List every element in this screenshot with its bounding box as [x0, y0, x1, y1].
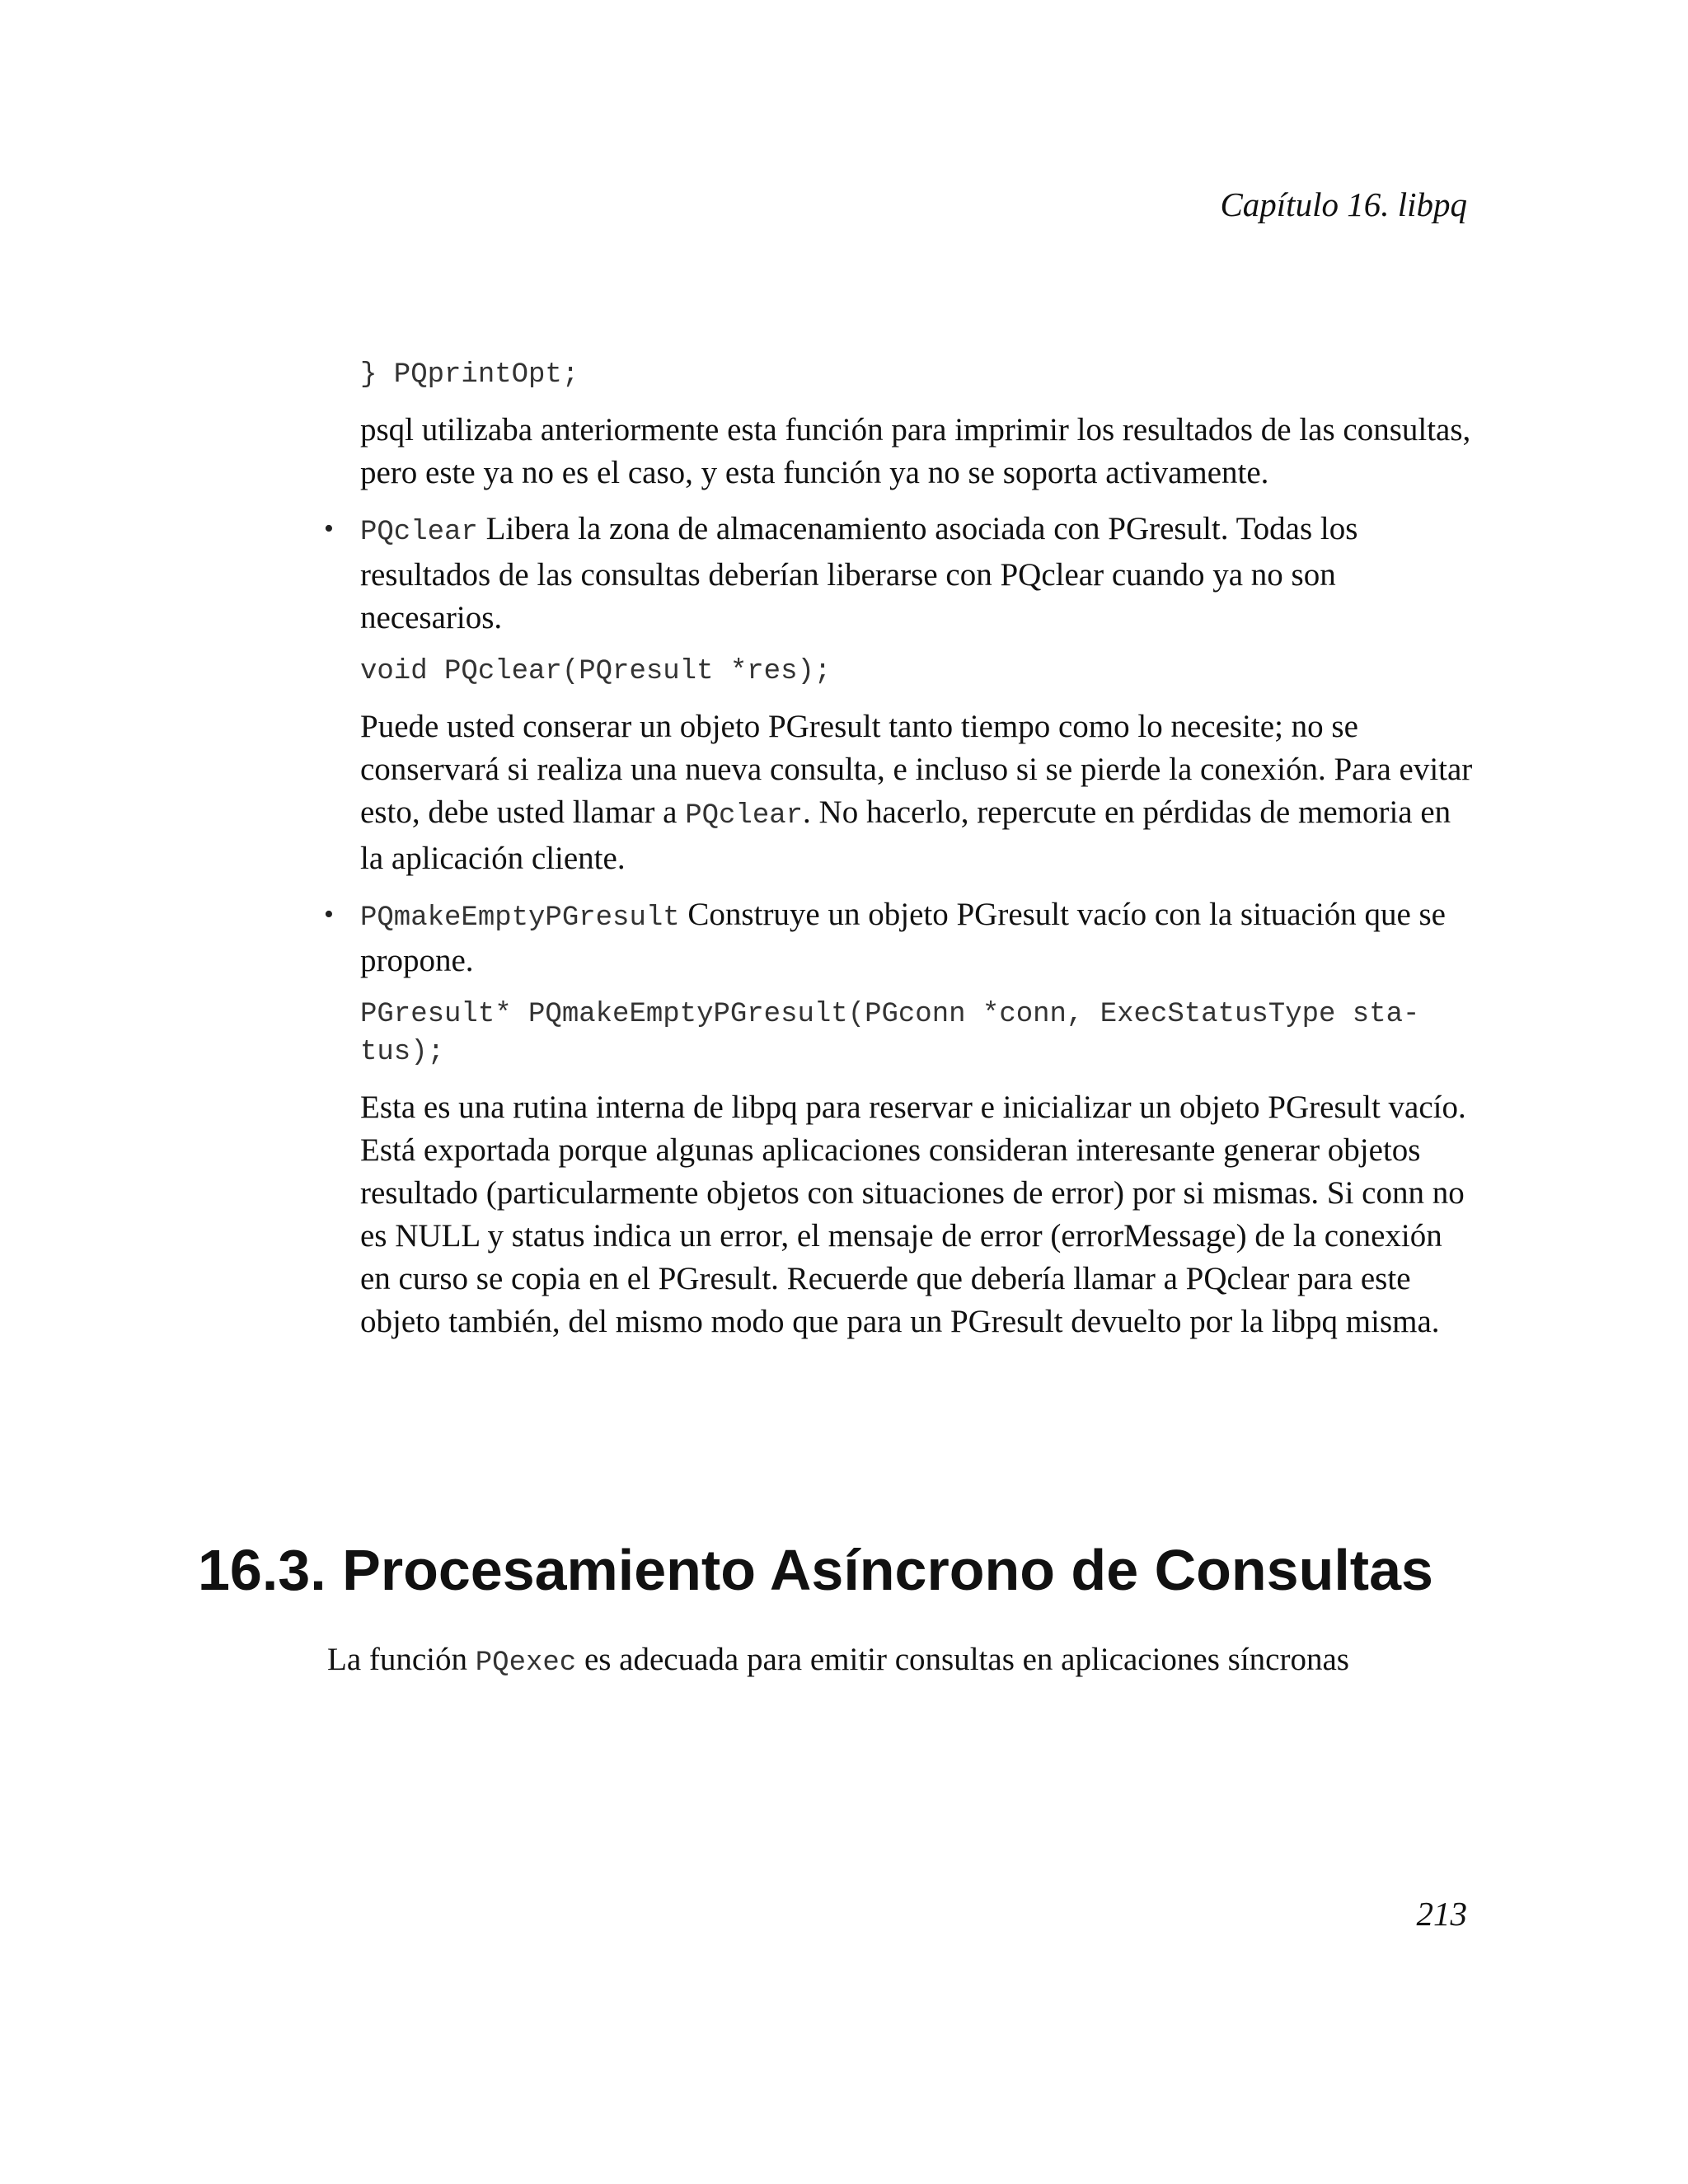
bullet-icon: • [324, 513, 334, 544]
function-detail: Esta es una rutina interna de libpq para reservar e inicializar un objeto PGresult vacío. Está exportada porque algunas aplicaciones consideran interesante generar objetos resultado (particularmente objetos con situaciones de error) por si mismas. Si conn no es NULL y status indica un error, el mensaje de error (errorMessage) de la conexión en curso se copia en el PGresult. Recuerde que debería llamar a PQclear para este objeto también, del mismo modo que para un PGresult devuelto por la libpq misma. [360, 1090, 1466, 1339]
function-name: PQclear [360, 517, 478, 548]
function-description-text: Libera la zona de almacenamiento asociada con PGresult. Todas los resultados de las consultas deberían liberarse con PQclear cuando ya no son necesarios. [360, 511, 1358, 635]
inline-code: PQexec [475, 1647, 577, 1679]
section-heading: 16.3. Procesamiento Asíncrono de Consultas [198, 1538, 1433, 1602]
main-content [324, 356, 1473, 1357]
function-entry-pqclear [324, 508, 1473, 880]
function-entry-pqmakeemptypgresult [324, 893, 1473, 1343]
psql-note-paragraph: psql utilizaba anteriormente esta función para imprimir los resultados de las consultas, pero este ya no es el caso, y esta función ya no se soporta activamente. [360, 412, 1471, 490]
section-intro-paragraph [327, 1638, 1349, 1685]
function-signature: void PQclear(PQresult *res); [360, 656, 832, 687]
function-detail-text-end: . No hacerlo, repercute en pérdidas de memoria en la aplicación cliente. [360, 794, 1451, 876]
section-intro-text: La función [327, 1642, 476, 1677]
section-intro-text-end: es adecuada para emitir consultas en aplicaciones síncronas [576, 1642, 1349, 1677]
function-detail-text: Puede usted conserar un objeto PGresult tanto tiempo como lo necesite; no se conservará si realiza una nueva consulta, e incluso si se pierde la conexión. Para evitar esto, debe usted llamar a [360, 709, 1473, 830]
inline-code: PQclear [685, 800, 804, 832]
function-description-text: Construye un objeto PGresult vacío con la situación que se propone. [360, 897, 1446, 978]
function-signature: PGresult* PQmakeEmptyPGresult(PGconn *conn, ExecStatusType sta- tus); [360, 999, 1420, 1068]
code-struct-end: } PQprintOpt; [360, 359, 579, 391]
function-description [360, 893, 1473, 982]
running-header: Capítulo 16. libpq [1220, 185, 1467, 223]
bullet-icon: • [324, 899, 334, 930]
function-description [360, 508, 1473, 640]
function-name: PQmakeEmptyPGresult [360, 902, 680, 934]
page-number: 213 [1416, 1895, 1467, 1933]
function-detail [360, 705, 1473, 880]
